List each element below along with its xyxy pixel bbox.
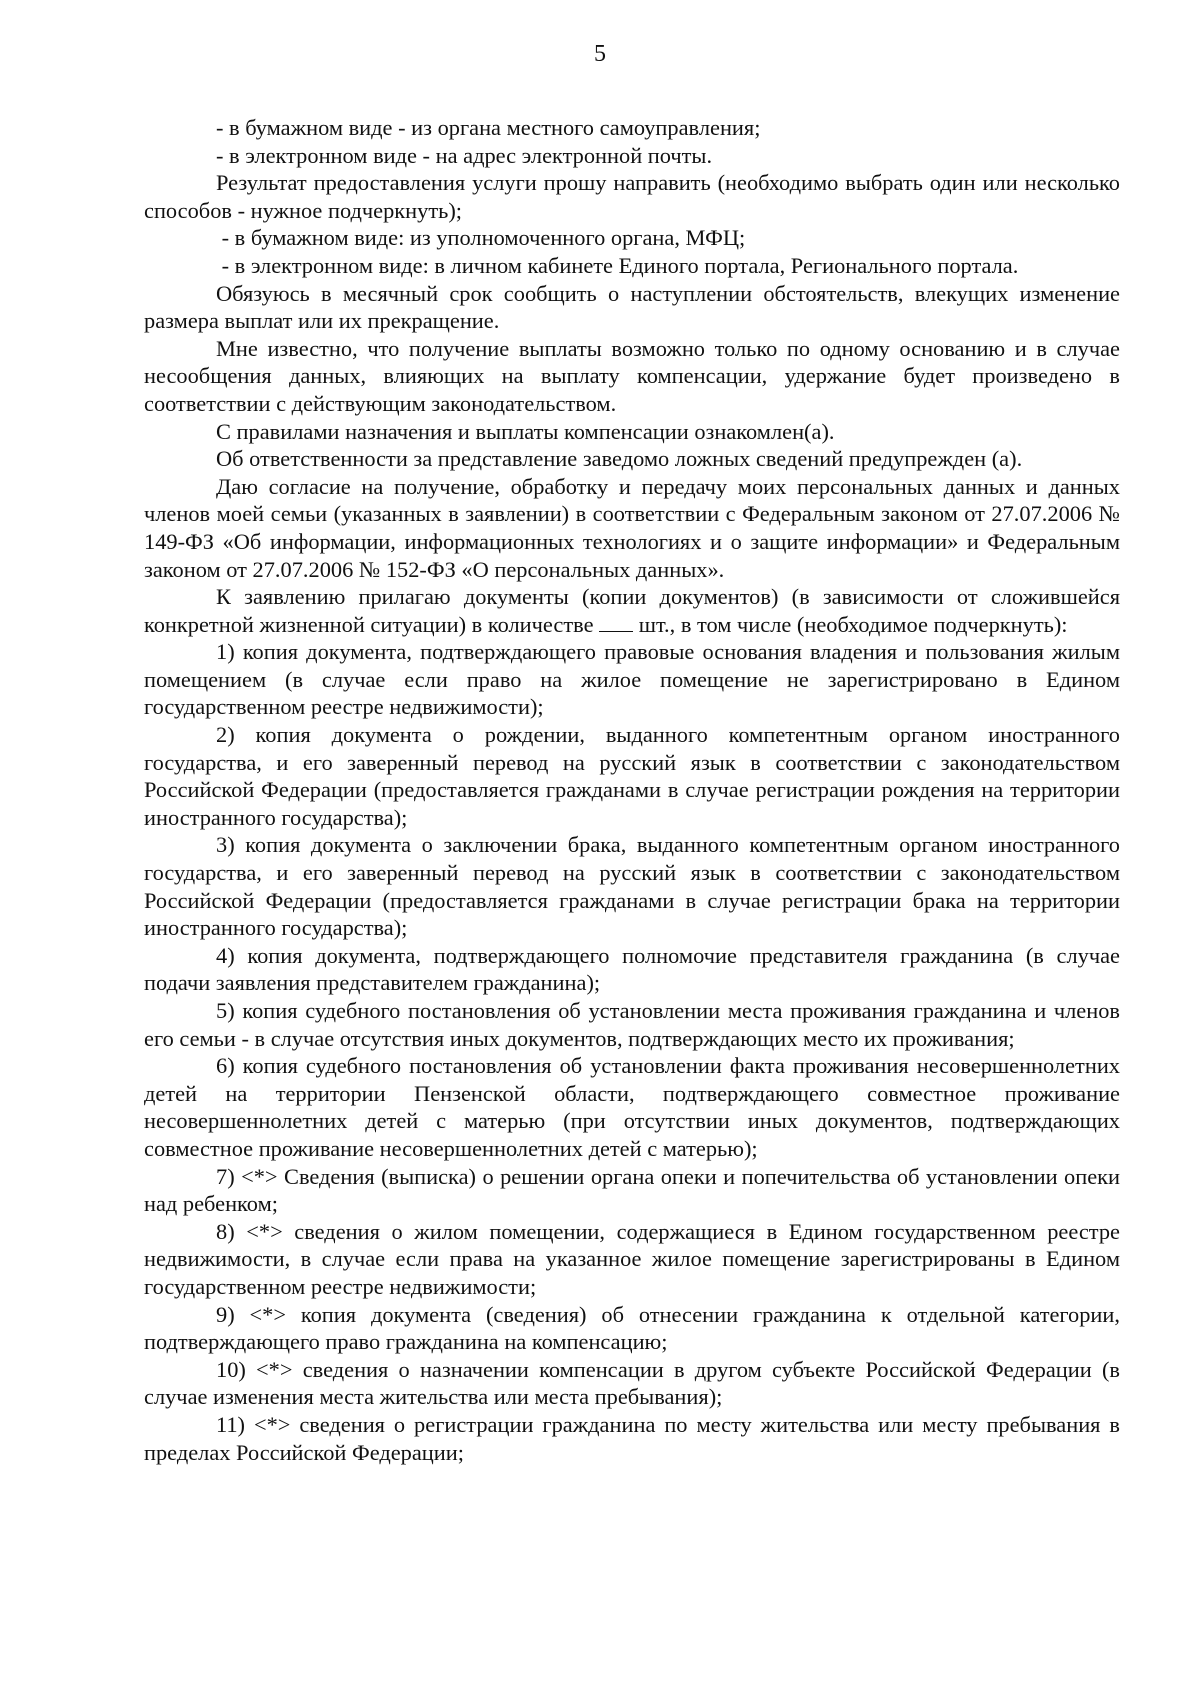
attachment-item-10: 10) <*> сведения о назначении компенсации в другом субъекте Российской Федерации (в случае изменения места жительства или места пребывания); [144,1356,1120,1410]
attachment-item-8: 8) <*> сведения о жилом помещении, содержащиеся в Едином государственном реестре недвижимости, в случае если права на указанное жилое помещение зарегистрированы в Едином государственном реестре недвижимости; [144,1218,1120,1299]
attachment-item-4: 4) копия документа, подтверждающего полномочие представителя гражданина (в случае подачи заявления представителем гражданина); [144,942,1120,996]
result-delivery-paragraph: Результат предоставления услуги прошу направить (необходимо выбрать один или несколько способов - нужное подчеркнуть); [144,170,1120,223]
awareness-paragraph: Мне известно, что получение выплаты возможно только по одному основанию и в случае несообщения данных, влияющих на выплату компенсации, удержание будет произведено в соответствии с действующим законодательством. [144,335,1120,416]
document-count-blank [599,631,633,632]
attachment-item-11: 11) <*> сведения о регистрации гражданина по месту жительства или месту пребывания в пределах Российской Федерации; [144,1411,1120,1465]
obligation-paragraph: Обязуюсь в месячный срок сообщить о наступлении обстоятельств, влекущих изменение размера выплат или их прекращение. [144,280,1120,334]
document-body [144,114,1120,1466]
attachment-item-6: 6) копия судебного постановления об установлении факта проживания несовершеннолетних детей на территории Пензенской области, подтверждающего совместное проживание несовершеннолетних детей с матерью (при отсутствии иных документов, подтверждающих совместное проживание несовершеннолетних детей с матерью); [144,1053,1120,1161]
attachment-item-5: 5) копия судебного постановления об установлении места проживания гражданина и членов его семьи - в случае отсутствия иных документов, подтверждающих место их проживания; [144,998,1120,1051]
result-method-electronic: - в электронном виде: в личном кабинете Единого портала, Регионального портала. [216,252,1019,278]
attachments-intro-text-after: шт., в том числе (необходимое подчеркнуть): [633,611,1068,637]
result-method-paper: - в бумажном виде: из уполномоченного органа, МФЦ; [216,225,746,251]
receipt-method-electronic: - в электронном виде - на адрес электронной почты. [216,142,713,168]
receipt-method-paper: - в бумажном виде - из органа местного самоуправления; [216,115,761,140]
attachment-item-3: 3) копия документа о заключении брака, выданного компетентным органом иностранного государства, и его заверенный перевод на русский язык в соответствии с законодательством Российской Федерации (предоставляется гражданами в случае регистрации брака на территории иностранного государства); [144,832,1120,941]
rules-acknowledgement: С правилами назначения и выплаты компенсации ознакомлен(а). [216,418,835,444]
attachment-item-9: 9) <*> копия документа (сведения) об отнесении гражданина к отдельной категории, подтверждающего право гражданина на компенсацию; [144,1301,1120,1355]
page-number: 5 [594,41,606,67]
attachments-intro [144,583,1120,638]
attachment-item-7: 7) <*> Сведения (выписка) о решении органа опеки и попечительства об установлении опеки над ребенком; [144,1163,1120,1217]
attachment-item-2: 2) копия документа о рождении, выданного компетентным органом иностранного государства, и его заверенный перевод на русский язык в соответствии с законодательством Российской Федерации (предоставляется гражданами в случае регистрации рождения на территории иностранного государства); [144,722,1120,830]
consent-paragraph: Даю согласие на получение, обработку и передачу моих персональных данных и данных членов моей семьи (указанных в заявлении) в соответствии с Федеральным законом от 27.07.2006 № 149-ФЗ «Об информации, информационных технологиях и о защите информации» и Федеральным законом от 27.07.2006 № 152-ФЗ «О персональных данных». [144,473,1120,582]
liability-warning: Об ответственности за представление заведомо ложных сведений предупрежден (а). [216,446,1023,472]
attachments-intro-text-before: К заявлению прилагаю документы (копии документов) (в зависимости от сложившейся конкретной жизненной ситуации) в количестве [144,584,1120,637]
attachment-item-1: 1) копия документа, подтверждающего правовые основания владения и пользования жилым помещением (в случае если право на жилое помещение не зарегистрировано в Едином государственном реестре недвижимости); [144,639,1120,720]
